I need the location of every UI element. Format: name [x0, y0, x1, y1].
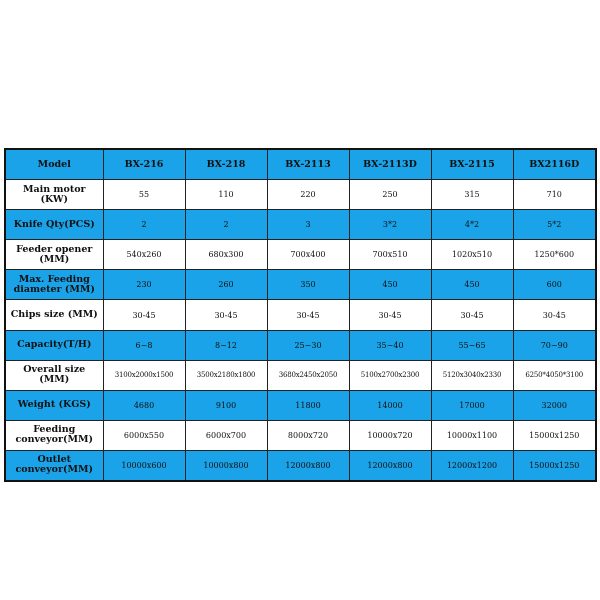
table-cell: 4*2	[431, 210, 513, 240]
table-cell: 10000x1100	[431, 420, 513, 450]
table-cell: 6000x550	[103, 420, 185, 450]
table-cell: 17000	[431, 390, 513, 420]
table-cell: 5*2	[513, 210, 596, 240]
table-row	[5, 300, 596, 330]
table-cell: 6250*4050*3100	[513, 360, 596, 390]
table-cell: 710	[513, 180, 596, 210]
table-cell: 3*2	[349, 210, 431, 240]
table-cell: 110	[185, 180, 267, 210]
row-label: Overall size (MM)	[5, 360, 103, 390]
table-cell: 3	[267, 210, 349, 240]
table-row	[5, 270, 596, 300]
table-cell: 220	[267, 180, 349, 210]
header-cell: BX-2113	[267, 149, 349, 180]
table-cell: 450	[431, 270, 513, 300]
table-cell: 12000x800	[349, 450, 431, 481]
table-row	[5, 390, 596, 420]
table-cell: 5100x2700x2300	[349, 360, 431, 390]
header-cell: Model	[5, 149, 103, 180]
table-cell: 10000x600	[103, 450, 185, 481]
row-label: Capacity(T/H)	[5, 330, 103, 360]
table-cell: 9100	[185, 390, 267, 420]
table-cell: 3680x2450x2050	[267, 360, 349, 390]
table-cell: 3500x2180x1800	[185, 360, 267, 390]
table-cell: 5120x3040x2330	[431, 360, 513, 390]
table-cell: 600	[513, 270, 596, 300]
table-cell: 350	[267, 270, 349, 300]
table-header-row	[5, 149, 596, 180]
table-row	[5, 330, 596, 360]
table-cell: 315	[431, 180, 513, 210]
table-cell: 2	[103, 210, 185, 240]
table-cell: 25~30	[267, 330, 349, 360]
table-cell: 32000	[513, 390, 596, 420]
table-cell: 14000	[349, 390, 431, 420]
row-label: Feeder opener (MM)	[5, 240, 103, 270]
table-row	[5, 420, 596, 450]
table-cell: 55	[103, 180, 185, 210]
header-cell: BX2116D	[513, 149, 596, 180]
table-row	[5, 450, 596, 481]
table-cell: 15000x1250	[513, 420, 596, 450]
header-cell: BX-218	[185, 149, 267, 180]
table-row	[5, 360, 596, 390]
table-cell: 6~8	[103, 330, 185, 360]
table-cell: 35~40	[349, 330, 431, 360]
table-row	[5, 180, 596, 210]
table-cell: 8~12	[185, 330, 267, 360]
table-cell: 540x260	[103, 240, 185, 270]
table-cell: 15000x1250	[513, 450, 596, 481]
table-cell: 700x400	[267, 240, 349, 270]
table-cell: 2	[185, 210, 267, 240]
table-cell: 230	[103, 270, 185, 300]
table-cell: 30-45	[513, 300, 596, 330]
header-cell: BX-216	[103, 149, 185, 180]
row-label: Outlet conveyor(MM)	[5, 450, 103, 481]
table-cell: 680x300	[185, 240, 267, 270]
row-label: Main motor (KW)	[5, 180, 103, 210]
table-cell: 11800	[267, 390, 349, 420]
table-cell: 700x510	[349, 240, 431, 270]
table-cell: 70~90	[513, 330, 596, 360]
header-cell: BX-2113D	[349, 149, 431, 180]
table-cell: 12000x800	[267, 450, 349, 481]
row-label: Feeding conveyor(MM)	[5, 420, 103, 450]
row-label: Max. Feeding diameter (MM)	[5, 270, 103, 300]
table-cell: 8000x720	[267, 420, 349, 450]
table-cell: 6000x700	[185, 420, 267, 450]
table-cell: 250	[349, 180, 431, 210]
table-cell: 30-45	[185, 300, 267, 330]
table-row	[5, 240, 596, 270]
table-cell: 4680	[103, 390, 185, 420]
table-cell: 450	[349, 270, 431, 300]
table-cell: 30-45	[431, 300, 513, 330]
table-cell: 1250*600	[513, 240, 596, 270]
table-cell: 10000x800	[185, 450, 267, 481]
row-label: Weight (KGS)	[5, 390, 103, 420]
table-cell: 12000x1200	[431, 450, 513, 481]
header-cell: BX-2115	[431, 149, 513, 180]
row-label: Knife Qty(PCS)	[5, 210, 103, 240]
table-row	[5, 210, 596, 240]
table-cell: 30-45	[267, 300, 349, 330]
table-cell: 30-45	[103, 300, 185, 330]
table-cell: 55~65	[431, 330, 513, 360]
row-label: Chips size (MM)	[5, 300, 103, 330]
table-cell: 3100x2000x1500	[103, 360, 185, 390]
spec-table	[4, 148, 597, 482]
table-cell: 1020x510	[431, 240, 513, 270]
table-cell: 10000x720	[349, 420, 431, 450]
table-cell: 260	[185, 270, 267, 300]
table-cell: 30-45	[349, 300, 431, 330]
